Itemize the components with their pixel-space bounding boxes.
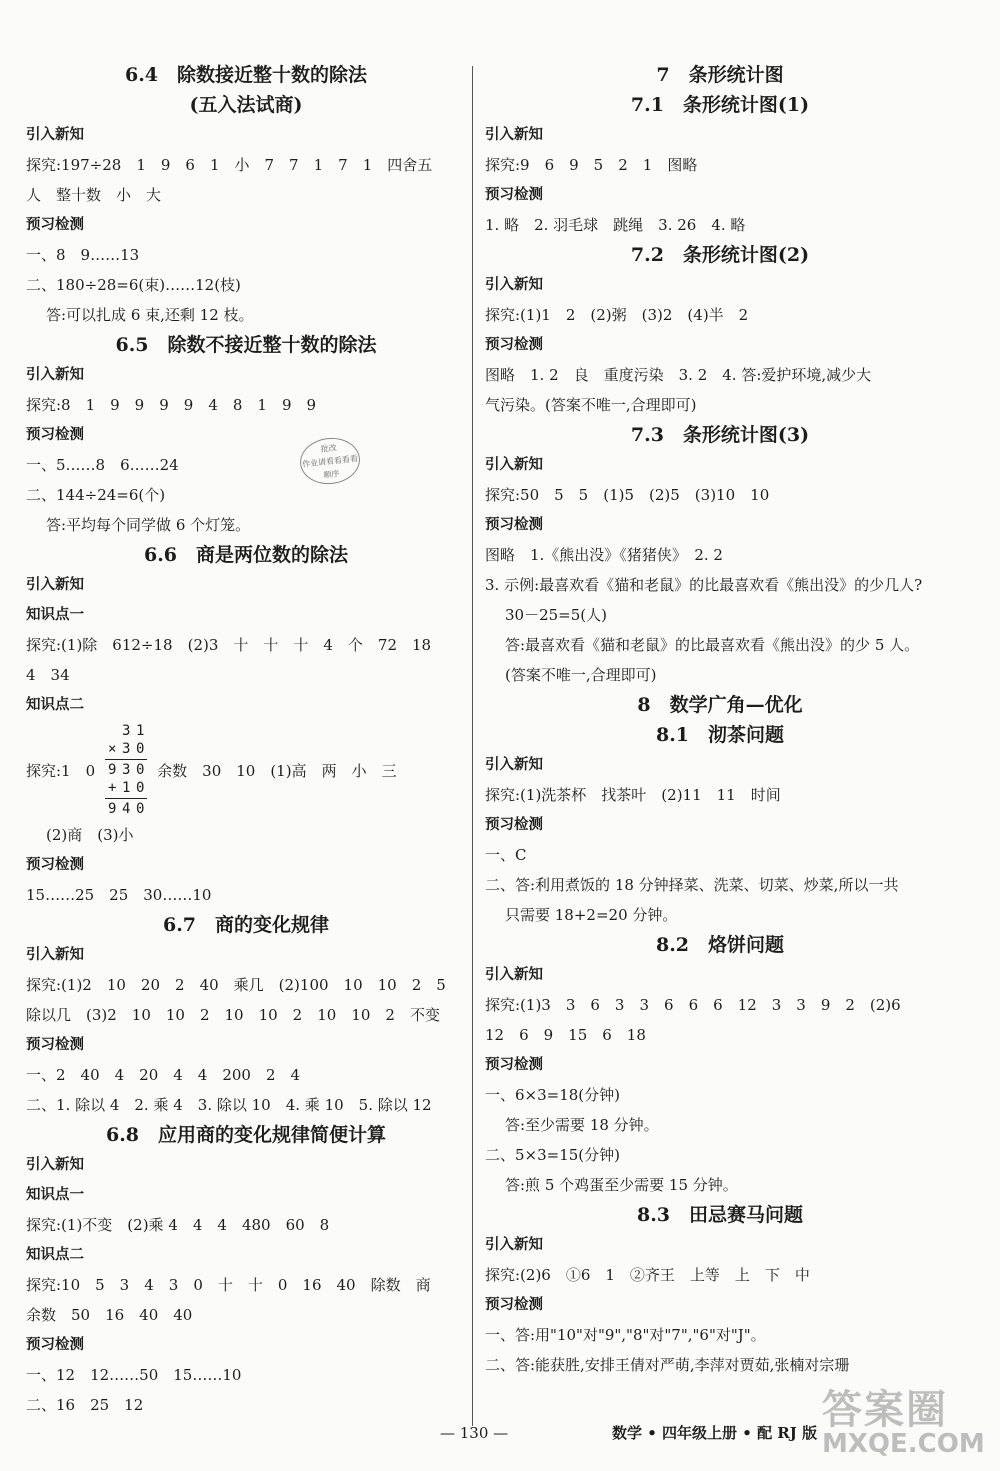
label-intro: 引入新知: [485, 127, 543, 143]
section-title-6-6: 6.6 商是两位数的除法: [143, 544, 349, 566]
text-line: 探究:(1)除 612÷18 (2)3 十 十 十 4 个 72 18: [26, 636, 432, 654]
label-intro: 引入新知: [485, 967, 543, 983]
text-line: 探究:9 6 9 5 2 1 图略: [485, 156, 698, 174]
text-line: 15……25 25 30……10: [26, 886, 212, 904]
label-check: 预习检测: [485, 1297, 543, 1313]
label-intro: 引入新知: [485, 757, 543, 773]
label-check: 预习检测: [485, 817, 543, 833]
watermark-text: 答案圈: [822, 1387, 948, 1433]
text-line: 二、1. 除以 4 2. 乘 4 3. 除以 10 4. 乘 10 5. 除以 12: [26, 1096, 432, 1114]
text-line: 除以几 (3)2 10 10 2 10 10 2 10 10 2 不变: [26, 1006, 440, 1024]
calc-digit: 0: [135, 780, 145, 796]
column-divider: [472, 66, 473, 1426]
book-title: 数学 • 四年级上册 • 配 RJ 版: [612, 1424, 818, 1442]
section-title-8-2: 8.2 烙饼问题: [655, 934, 785, 956]
calc-digit: 1: [121, 780, 131, 796]
calc-digit: 9: [107, 762, 117, 778]
section-title-8-3: 8.3 田忌赛马问题: [636, 1204, 804, 1226]
text-line: 余数 50 16 40 40: [26, 1306, 193, 1324]
section-title-6-5: 6.5 除数不接近整十数的除法: [115, 334, 377, 356]
calc-rule: [105, 759, 147, 760]
left-column: [26, 60, 466, 1420]
label-check: 预习检测: [485, 517, 543, 533]
text-line: 探究:(2)6 ①6 1 ②齐王 上等 上 下 中: [485, 1266, 810, 1284]
text-line: 二、答:能获胜,安排王倩对严萌,李萍对贾茹,张楠对宗珊: [485, 1356, 850, 1374]
text-line: 探究:50 5 5 (1)5 (2)5 (3)10 10: [485, 486, 770, 504]
answer-line: 答:可以扎成 6 束,还剩 12 枝。: [46, 306, 254, 324]
label-intro: 引入新知: [26, 1157, 84, 1173]
section-title-7-2: 7.2 条形统计图(2): [630, 244, 810, 266]
calc-digit: [105, 722, 119, 740]
text-line: 4 34: [26, 666, 70, 684]
label-check: 预习检测: [26, 1337, 84, 1353]
label-knowledge-1: 知识点一: [26, 607, 84, 623]
section-title-7-3: 7.3 条形统计图(3): [630, 424, 810, 446]
answer-line: 答:至少需要 18 分钟。: [505, 1116, 659, 1134]
text-line: 一、2 40 4 20 4 4 200 2 4: [26, 1066, 301, 1084]
calc-digit: 0: [135, 801, 145, 817]
calc-rule: [105, 798, 147, 799]
stamp-text: 作业请看看看看: [301, 454, 359, 469]
calc-digit: 4: [121, 801, 131, 817]
calc-digit: 0: [135, 762, 145, 778]
section-title-6-7: 6.7 商的变化规律: [162, 914, 330, 936]
calc-digit: 3: [121, 723, 131, 739]
section-title-6-4: 6.4 除数接近整十数的除法: [124, 64, 368, 86]
page-number: — 130 —: [440, 1424, 509, 1442]
label-intro: 引入新知: [485, 1237, 543, 1253]
label-intro: 引入新知: [26, 947, 84, 963]
answer-line: 答:最喜欢看《猫和老鼠》的比最喜欢看《熊出没》的少 5 人。: [505, 636, 920, 654]
text-line: 30－25=5(人): [505, 606, 607, 624]
text-line: 一、6×3=18(分钟): [485, 1086, 621, 1104]
text-line: 探究:8 1 9 9 9 9 4 8 1 9 9: [26, 396, 317, 414]
answer-line: 答:平均每个同学做 6 个灯笼。: [46, 516, 251, 534]
chapter-title-7: 7 条形统计图: [656, 64, 784, 86]
text-line: (2)商 (3)小: [46, 826, 134, 844]
label-knowledge-2: 知识点二: [26, 1247, 84, 1263]
label-check: 预习检测: [26, 217, 84, 233]
right-column: [485, 60, 955, 1380]
watermark: [822, 1378, 992, 1464]
label-intro: 引入新知: [485, 457, 543, 473]
text-line: 人 整十数 小 大: [26, 186, 162, 204]
vertical-multiplication: [105, 722, 147, 818]
label-check: 预习检测: [26, 427, 84, 443]
text-line: 图略 1. 2 良 重度污染 3. 2 4. 答:爱护环境,减少大: [485, 366, 872, 384]
calc-digit: 3: [121, 762, 131, 778]
text-line: 探究:(1)不变 (2)乘 4 4 4 480 60 8: [26, 1216, 330, 1234]
vertical-calculation-row: [26, 720, 466, 820]
answer-line: 答:煎 5 个鸡蛋至少需要 15 分钟。: [505, 1176, 738, 1194]
text-line: 二、5×3=15(分钟): [485, 1146, 621, 1164]
text-line: 一、12 12……50 15……10: [26, 1366, 242, 1384]
stamp-text: 顺序: [322, 469, 340, 480]
text-line: 二、144÷24=6(个): [26, 486, 166, 504]
calc-suffix: 余数 30 10 (1)高 两 小 三: [157, 761, 397, 780]
label-intro: 引入新知: [485, 277, 543, 293]
label-check: 预习检测: [26, 857, 84, 873]
text-line: 二、16 25 12: [26, 1396, 144, 1414]
text-line: (答案不唯一,合理即可): [505, 666, 657, 684]
label-knowledge-2: 知识点二: [26, 697, 84, 713]
text-line: 图略 1.《熊出没》《猪猪侠》 2. 2: [485, 546, 723, 564]
chapter-title-8: 8 数学广角—优化: [637, 694, 803, 716]
text-line: 一、C: [485, 846, 527, 864]
label-check: 预习检测: [485, 1057, 543, 1073]
label-intro: 引入新知: [26, 127, 84, 143]
calc-digit: 3: [121, 741, 131, 757]
text-line: 只需要 18+2=20 分钟。: [505, 906, 678, 924]
calc-digit: 1: [135, 723, 145, 739]
section-title-8-1: 8.1 沏茶问题: [655, 724, 785, 746]
section-title-7-1: 7.1 条形统计图(1): [630, 94, 810, 116]
label-check: 预习检测: [485, 187, 543, 203]
text-line: 探究:(1)洗茶杯 找茶叶 (2)11 11 时间: [485, 786, 781, 804]
text-line: 3. 示例:最喜欢看《猫和老鼠》的比最喜欢看《熊出没》的少几人?: [485, 576, 923, 594]
label-check: 预习检测: [26, 1037, 84, 1053]
text-line: 二、180÷28=6(束)……12(枝): [26, 276, 241, 294]
text-line: 12 6 9 15 6 18: [485, 1026, 646, 1044]
watermark-url: MXQE.COM: [822, 1429, 985, 1459]
text-line: 气污染。(答案不唯一,合理即可): [485, 396, 697, 414]
times-sign: ×: [107, 741, 117, 757]
label-intro: 引入新知: [26, 577, 84, 593]
text-line: 探究:197÷28 1 9 6 1 小 7 7 1 7 1 四舍五: [26, 156, 433, 174]
text-line: 一、答:用"10"对"9","8"对"7","6"对"J"。: [485, 1326, 766, 1344]
text-line: 探究:(1)2 10 20 2 40 乘几 (2)100 10 10 2 5: [26, 976, 446, 994]
section-subtitle-6-4: (五入法试商): [189, 94, 303, 116]
calc-digit: 9: [107, 801, 117, 817]
text-line: 二、答:利用煮饭的 18 分钟择菜、洗菜、切菜、炒菜,所以一共: [485, 876, 899, 894]
text-line: 探究:(1)1 2 (2)粥 (3)2 (4)半 2: [485, 306, 749, 324]
text-line: 探究:10 5 3 4 3 0 十 十 0 16 40 除数 商: [26, 1276, 431, 1294]
plus-sign: +: [107, 780, 117, 796]
label-check: 预习检测: [485, 337, 543, 353]
section-title-6-8: 6.8 应用商的变化规律简便计算: [105, 1124, 387, 1146]
text-line: 探究:(1)3 3 6 3 3 6 6 6 12 3 3 9 2 (2)6: [485, 996, 901, 1014]
label-intro: 引入新知: [26, 367, 84, 383]
text-line: 1. 略 2. 羽毛球 跳绳 3. 26 4. 略: [485, 216, 746, 234]
stamp-text: 批改: [320, 443, 338, 454]
calc-digit: 0: [135, 741, 145, 757]
calc-prefix: 探究:1 0: [26, 761, 96, 780]
label-knowledge-1: 知识点一: [26, 1187, 84, 1203]
text-line: 一、8 9……13: [26, 246, 140, 264]
text-line: 一、5……8 6……24: [26, 456, 179, 474]
